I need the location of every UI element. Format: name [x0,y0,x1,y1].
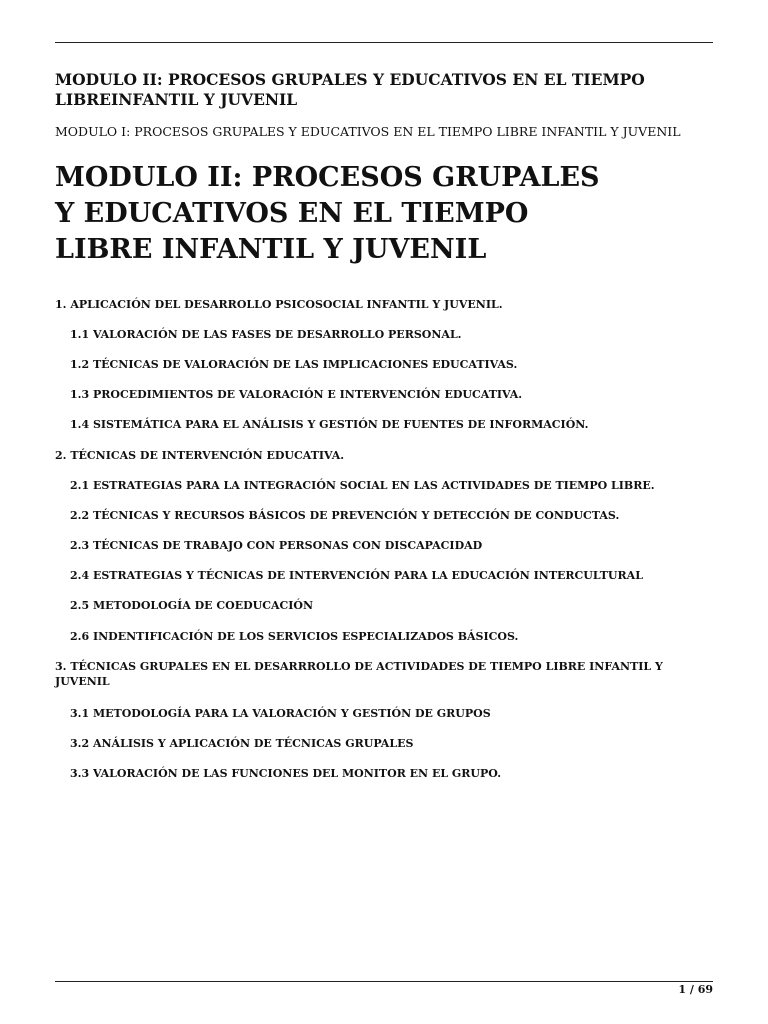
toc-subsection: 1.4 SISTEMÁTICA PARA EL ANÁLISIS Y GESTIÓN DE FUENTES DE INFORMACIÓN. [70,418,589,431]
toc-subsection: 2.1 ESTRATEGIAS PARA LA INTEGRACIÓN SOCIAL EN LAS ACTIVIDADES DE TIEMPO LIBRE. [70,479,655,492]
toc-subsection: 1.3 PROCEDIMIENTOS DE VALORACIÓN E INTERVENCIÓN EDUCATIVA. [70,388,523,401]
toc-subsection: 2.4 ESTRATEGIAS Y TÉCNICAS DE INTERVENCIÓN PARA LA EDUCACIÓN INTERCULTURAL [70,569,643,582]
toc-section: 1. APLICACIÓN DEL DESARROLLO PSICOSOCIAL INFANTIL Y JUVENIL. [55,298,503,311]
main-heading-line: MODULO II: PROCESOS GRUPALES [55,162,600,193]
toc-subsection: 1.1 VALORACIÓN DE LAS FASES DE DESARROLLO PERSONAL. [70,328,462,341]
toc-subsection: 2.6 INDENTIFICACIÓN DE LOS SERVICIOS ESPECIALIZADOS BÁSICOS. [70,630,519,643]
footer-rule [55,981,713,982]
toc-subsection: 2.3 TÉCNICAS DE TRABAJO CON PERSONAS CON DISCAPACIDAD [70,539,483,552]
toc-subsection: 3.1 METODOLOGÍA PARA LA VALORACIÓN Y GESTIÓN DE GRUPOS [70,707,491,720]
header-rule [55,42,713,43]
toc-subsection: 3.2 ANÁLISIS Y APLICACIÓN DE TÉCNICAS GRUPALES [70,737,414,750]
main-heading-line: LIBRE INFANTIL Y JUVENIL [55,234,487,265]
page-number: 1 / 69 [678,983,713,996]
toc-subsection: 2.5 METODOLOGÍA DE COEDUCACIÓN [70,599,314,612]
main-heading [55,160,675,268]
toc-section: 3. TÉCNICAS GRUPALES EN EL DESARRROLLO DE ACTIVIDADES DE TIEMPO LIBRE INFANTIL Y JUVENIL [55,660,663,688]
document-title: MODULO II: PROCESOS GRUPALES Y EDUCATIVOS EN EL TIEMPO LIBREINFANTIL Y JUVENIL [55,70,645,109]
toc-subsection: 2.2 TÉCNICAS Y RECURSOS BÁSICOS DE PREVENCIÓN Y DETECCIÓN DE CONDUCTAS. [70,509,620,522]
main-heading-line: Y EDUCATIVOS EN EL TIEMPO [55,198,529,229]
document-subtitle: MODULO I: PROCESOS GRUPALES Y EDUCATIVOS EN EL TIEMPO LIBRE INFANTIL Y JUVENIL [55,124,681,139]
toc-subsection: 3.3 VALORACIÓN DE LAS FUNCIONES DEL MONITOR EN EL GRUPO. [70,767,502,780]
toc-subsection: 1.2 TÉCNICAS DE VALORACIÓN DE LAS IMPLICACIONES EDUCATIVAS. [70,358,518,371]
toc-section: 2. TÉCNICAS DE INTERVENCIÓN EDUCATIVA. [55,449,345,462]
